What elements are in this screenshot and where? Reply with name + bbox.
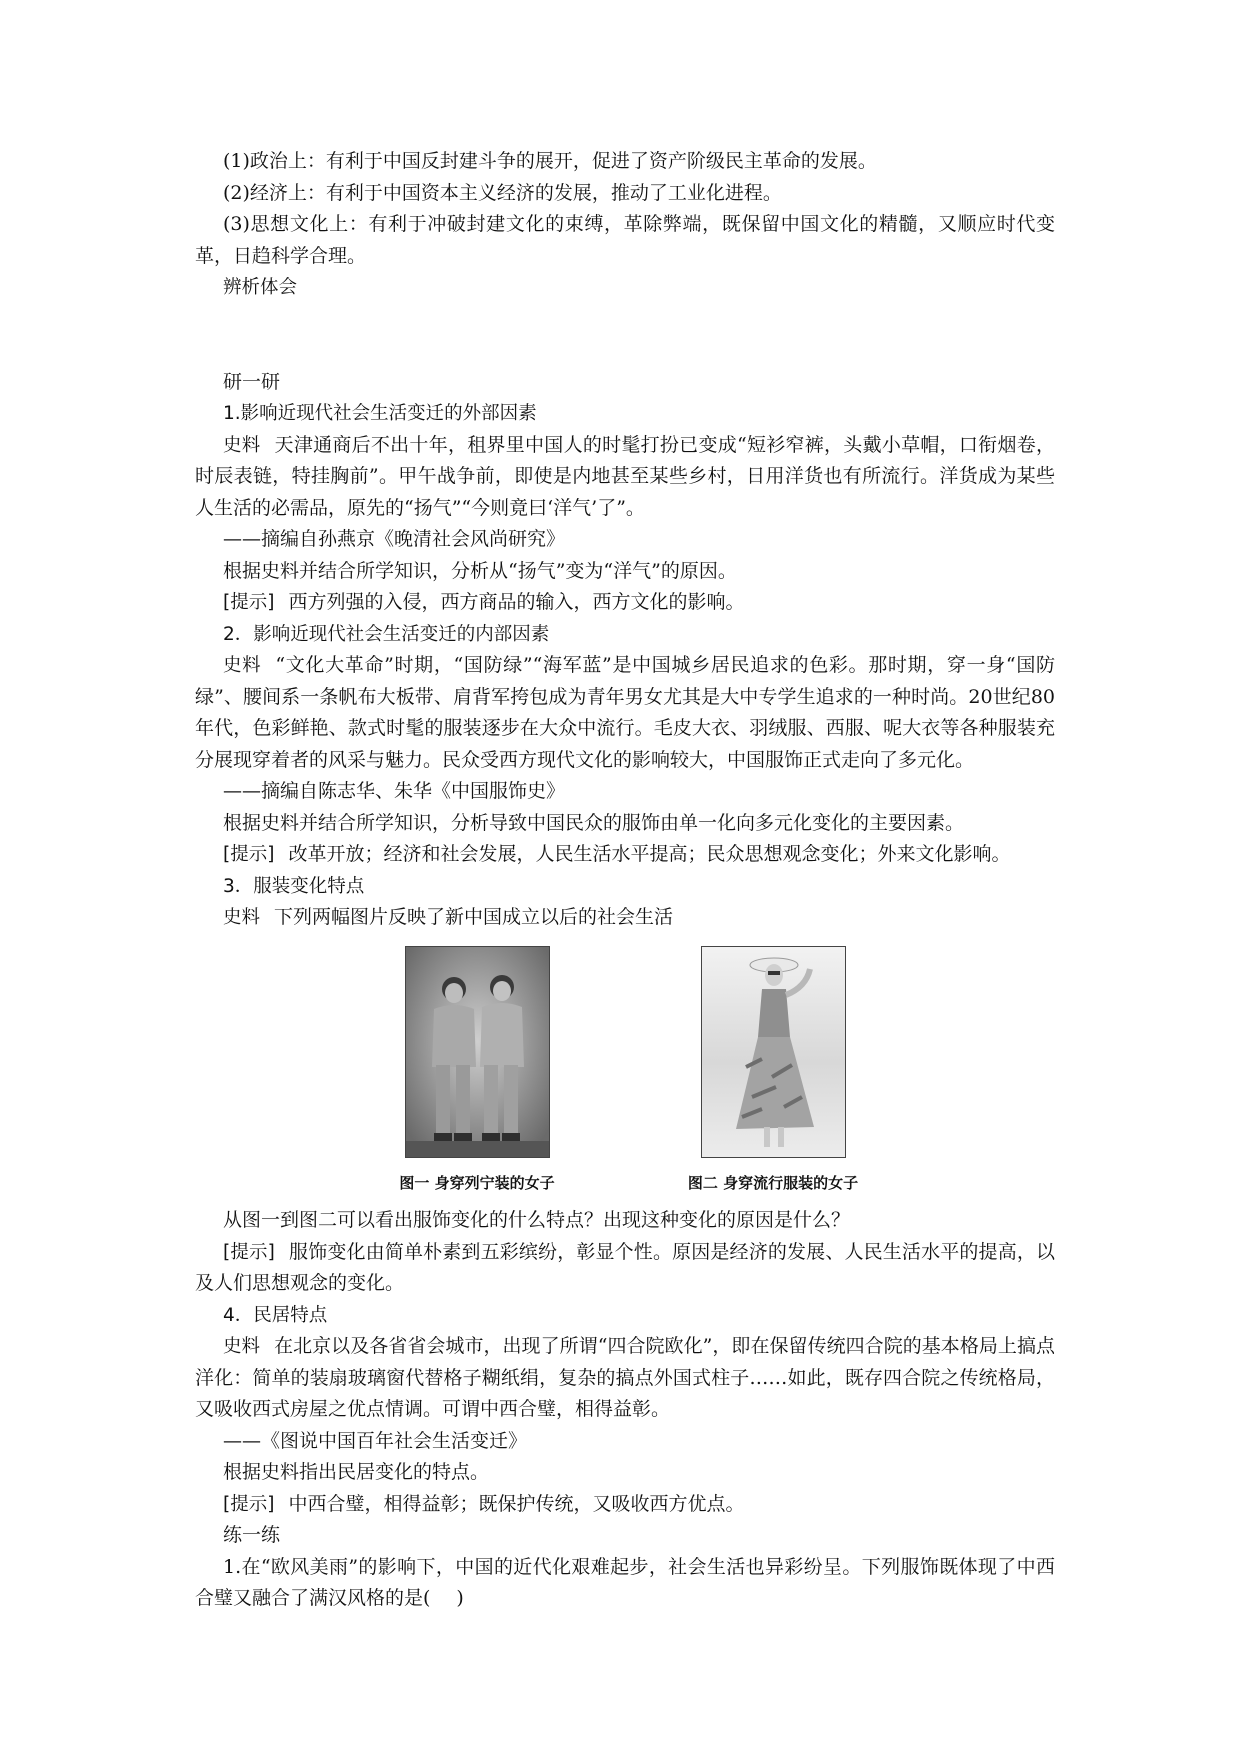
fashion-dress-woman-photo [701,946,846,1158]
section1-hint-text: 西方列强的入侵，西方商品的输入，西方文化的影响。 [288,591,745,613]
section4-question: 根据史料指出民居变化的特点。 [223,1461,490,1483]
page-content [195,146,1055,1615]
section3-hint-text: 服饰变化由简单朴素到五彩缤纷，彰显个性。原因是经济的发展、人民生活水平的提高，以及人们思想观念的变化。 [195,1240,1055,1294]
lenin-suit-women-photo [405,946,550,1158]
section4-material [195,1331,1055,1426]
figure-2 [673,946,873,1200]
section2-hint-text: 改革开放；经济和社会发展，人民生活水平提高；民众思想观念变化；外来文化影响。 [288,843,1011,865]
intro-political: (1)政治上：有利于中国反封建斗争的展开，促进了资产阶级民主革命的发展。 [223,150,877,172]
section1-heading: 1.影响近现代社会生活变迁的外部因素 [223,403,537,424]
material-label: 史料 [223,655,262,676]
lian-title: 练一练 [223,1524,281,1546]
section1-source: ——摘编自孙燕京《晚清社会风尚研究》 [223,528,566,550]
section2-question: 根据史料并结合所学知识，分析导致中国民众的服饰由单一化向多元化变化的主要因素。 [223,811,965,834]
figure-1-caption: 图一 身穿列宁装的女子 [399,1173,555,1192]
section4-hint-text: 中西合璧，相得益彰；既保护传统，又吸收西方优点。 [288,1492,745,1515]
hint-label: [提示] [223,1241,275,1263]
practice-question-1-text: 1.在“欧风美雨”的影响下，中国的近代化艰难起步，社会生活也异彩纷呈。下列服饰既体现了中西合璧又融合了满汉风格的是( [195,1555,1055,1609]
section2-material-text: “文化大革命”时期，“国防绿”“海军蓝”是中国城乡居民追求的色彩。那时期，穿一身“国防绿”、腰间系一条帆布大板带、肩背军挎包成为青年男女尤其是大中专学生追求的一种时尚。20世纪80年代，色彩鲜艳、款式时髦的服装逐步在大众中流行。毛皮大衣、羽绒服、西服、呢大衣等各种服装充分展现穿着者的风采与魅力。民众受西方现代文化的影响较大，中国服饰正式走向了多元化。 [195,654,1055,771]
section4-heading: 4．民居特点 [223,1304,328,1326]
section3-hint [195,1237,1055,1300]
hint-label: [提示] [223,844,275,865]
section3-material-text: 下列两幅图片反映了新中国成立以后的社会生活 [274,906,674,928]
section1-hint [195,587,1055,619]
section2-material [195,650,1055,776]
section3-heading: 3．服装变化特点 [223,875,365,897]
intro-economic: (2)经济上：有利于中国资本主义经济的发展，推动了工业化进程。 [223,181,782,204]
section3-question: 从图一到图二可以看出服饰变化的什么特点？出现这种变化的原因是什么？ [223,1209,851,1231]
practice-question-1-close: ) [456,1587,464,1609]
section1-material-text: 天津通商后不出十年，租界里中国人的时髦打扮已变成“短衫窄裤，头戴小草帽，口衔烟卷，时辰表链，特挂胸前”。甲午战争前，即使是内地甚至某些乡村，日用洋货也有所流行。洋货成为某些人生活的必需品，原先的“扬气”“今则竟曰‘洋气’了”。 [195,433,1055,519]
practice-question-1 [195,1552,1055,1615]
figure-2-caption: 图二 身穿流行服装的女子 [687,1173,859,1192]
section4-source: ——《图说中国百年社会生活变迁》 [223,1429,528,1452]
material-label: 史料 [223,434,261,456]
section4-hint [195,1489,1055,1521]
section1-material [195,430,1055,525]
material-label: 史料 [223,1336,261,1357]
bianxi-heading: 辨析体会 [223,277,298,298]
yan-title: 研一研 [223,370,281,393]
section3-material [195,902,1055,934]
section4-material-text: 在北京以及各省省会城市，出现了所谓“四合院欧化”，即在保留传统四合院的基本格局上搞点洋化：简单的装扇玻璃窗代替格子糊纸绢，复杂的搞点外国式柱子……如此，既存四合院之传统格局，又吸收西式房屋之优点情调。可谓中西合璧，相得益彰。 [195,1335,1055,1420]
figure-row [195,946,1055,1200]
section1-question: 根据史料并结合所学知识，分析从“扬气”变为“洋气”的原因。 [223,559,737,582]
section2-heading: 2．影响近现代社会生活变迁的内部因素 [223,623,550,645]
material-label: 史料 [223,907,261,928]
figure-1 [377,946,577,1200]
hint-label: [提示] [223,592,275,613]
hint-label: [提示] [223,1493,275,1515]
blank-space [195,304,1055,367]
section2-hint [195,839,1055,871]
section2-source: ——摘编自陈志华、朱华《中国服饰史》 [223,780,566,802]
intro-cultural: (3)思想文化上：有利于冲破封建文化的束缚，革除弊端，既保留中国文化的精髓，又顺应时代变革，日趋科学合理。 [195,213,1055,267]
